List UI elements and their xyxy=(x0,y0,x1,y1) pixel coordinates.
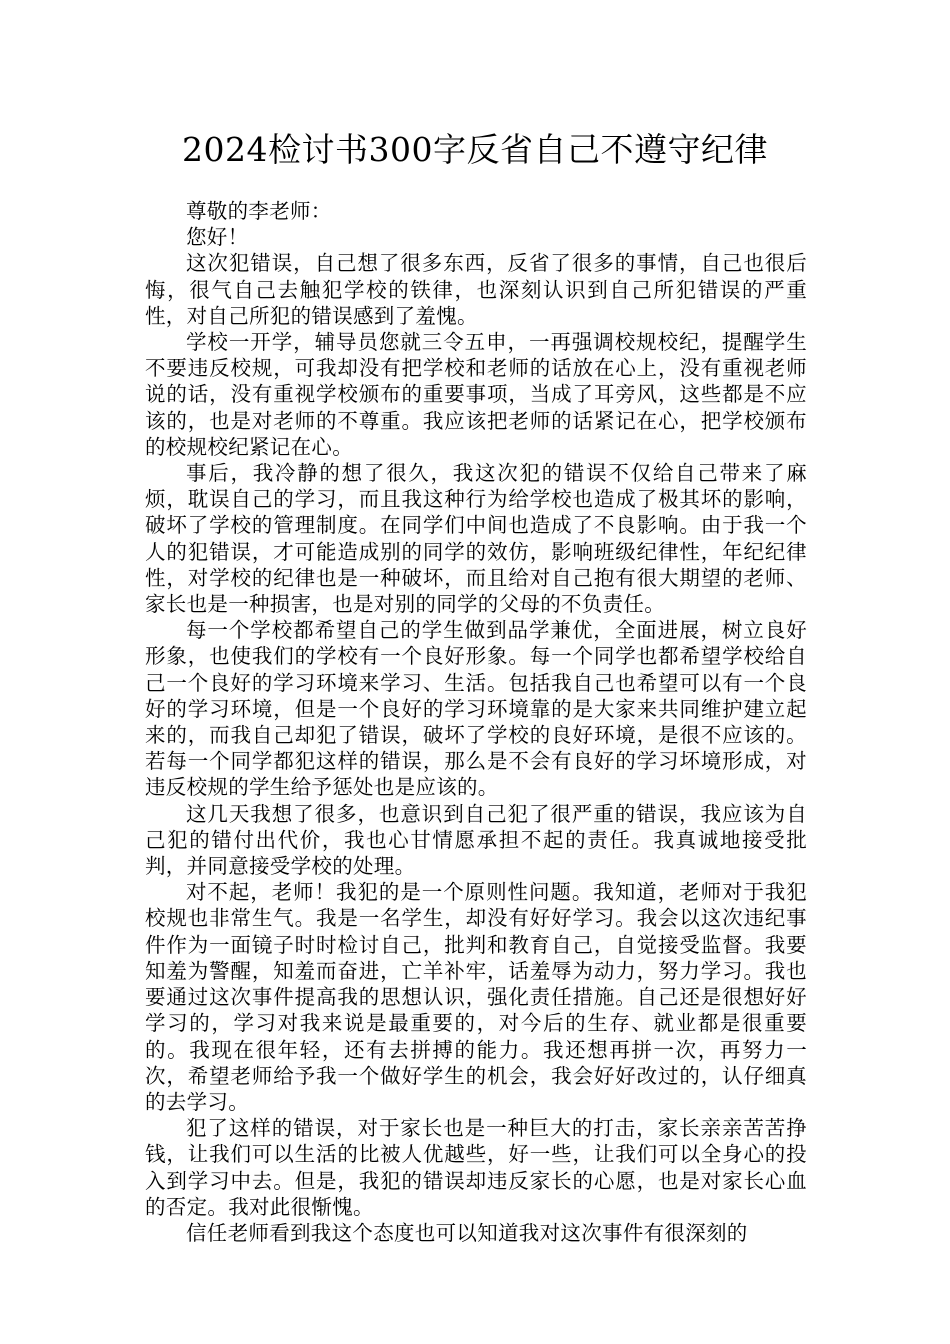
paragraph: 信任老师看到我这个态度也可以知道我对这次事件有很深刻的 xyxy=(186,1220,748,1245)
salutation: 尊敬的李老师： xyxy=(186,199,332,223)
document-body xyxy=(145,198,807,1246)
paragraph: 学校一开学，辅导员您就三令五申，一再强调校规校纪，提醒学生不要违反校规，可我却没有把学校和老师的话放在心上，没有重视老师说的话，没有重视学校颁布的重要事项，当成了耳旁风，这些都是不应该的，也是对老师的不尊重。我应该把老师的话紧记在心，把学校颁布的校规校纪紧记在心。 xyxy=(145,330,807,459)
greeting: 您好！ xyxy=(186,225,249,250)
paragraph: 这次犯错误，自己想了很多东西，反省了很多的事情，自己也很后悔，很气自己去触犯学校的铁律，也深刻认识到自己所犯错误的严重性，对自己所犯的错误感到了羞愧。 xyxy=(145,251,807,328)
paragraph: 每一个学校都希望自己的学生做到品学兼优，全面进展，树立良好形象，也使我们的学校有一个良好形象。每一个同学也都希望学校给自己一个良好的学习环境来学习、生活。包括我自己也希望可以有一个良好的学习环境，但是一个良好的学习环境靠的是大家来共同维护建立起来的，而我自己却犯了错误，破坏了学校的良好环境，是很不应该的。若每一个同学都犯这样的错误，那么是不会有良好的学习坏境形成，对违反校规的学生给予惩处也是应该的。 xyxy=(145,618,807,800)
document-title: 2024检讨书300字反省自己不遵守纪律 xyxy=(182,130,768,169)
paragraph: 犯了这样的错误，对于家长也是一种巨大的打击，家长亲亲苦苦挣钱，让我们可以生活的比被人优越些，好一些，让我们可以全身心的投入到学习中去。但是，我犯的错误却违反家长的心愿，也是对家长心血的否定。我对此很惭愧。 xyxy=(145,1116,807,1219)
paragraph: 事后，我冷静的想了很久，我这次犯的错误不仅给自己带来了麻烦，耽误自己的学习，而且我这种行为给学校也造成了极其坏的影响，破坏了学校的管理制度。在同学们中间也造成了不良影响。由于我一个人的犯错误，才可能造成别的同学的效仿，影响班级纪律性，年纪纪律性，对学校的纪律也是一种破坏，而且给对自己抱有很大期望的老师、家长也是一种损害，也是对别的同学的父母的不负责任。 xyxy=(145,461,807,617)
paragraph: 对不起，老师！我犯的是一个原则性问题。我知道，老师对于我犯校规也非常生气。我是一名学生，却没有好好学习。我会以这次违纪事件作为一面镜子时时检讨自己，批判和教育自己，自觉接受监督。我要知羞为警醒，知羞而奋进，亡羊补牢，话羞辱为动力，努力学习。我也要通过这次事件提高我的思想认识，强化责任措施。自己还是很想好好学习的，学习对我来说是最重要的，对今后的生存、就业都是很重要的。我现在很年轻，还有去拼搏的能力。我还想再拼一次，再努力一次，希望老师给予我一个做好学生的机会，我会好好改过的，认仔细真的去学习。 xyxy=(145,880,807,1114)
paragraph: 这几天我想了很多，也意识到自己犯了很严重的错误，我应该为自己犯的错付出代价，我也心甘情愿承担不起的责任。我真诚地接受批判，并同意接受学校的处理。 xyxy=(145,801,807,879)
